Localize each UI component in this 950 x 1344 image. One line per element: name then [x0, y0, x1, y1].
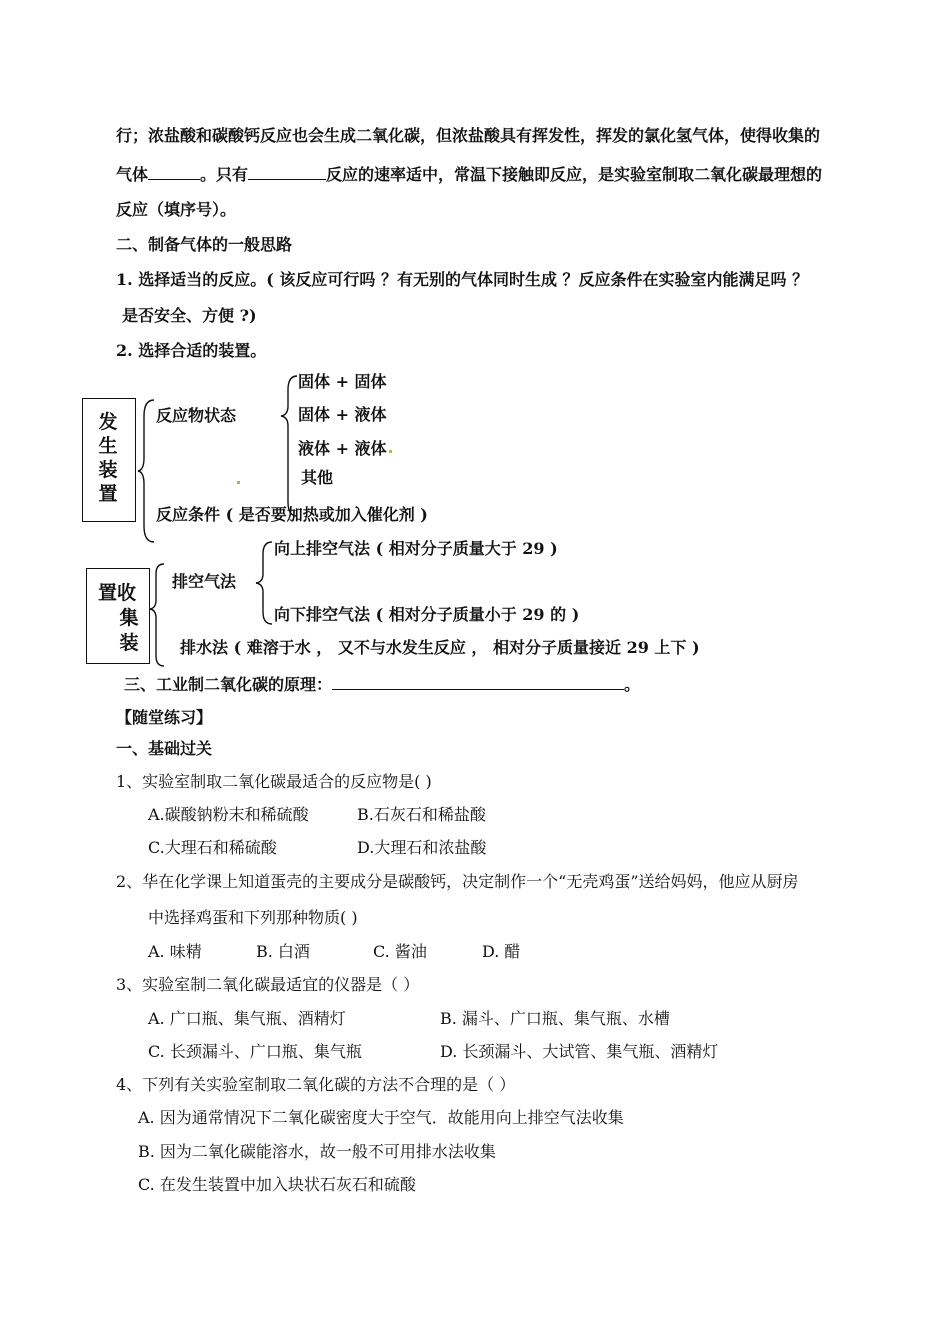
state-solid-solid: 固体 + 固体	[298, 372, 387, 391]
speck-mark	[237, 481, 240, 484]
question-3-option-c[interactable]: C. 长颈漏斗、广口瓶、集气瓶	[148, 1042, 362, 1061]
question-2-option-a[interactable]: A. 味精	[148, 942, 202, 961]
air-method-brace	[254, 538, 276, 628]
question-2-option-c[interactable]: C. 酱油	[373, 942, 427, 961]
question-2-stem-cont: 中选择鸡蛋和下列那种物质( )	[148, 908, 358, 927]
water-displacement-method: 排水法 ( 难溶于水 ， 又不与水发生反应 ， 相对分子质量接近 29 上下 )	[180, 638, 700, 657]
section-3-end: 。	[624, 675, 641, 694]
question-4-option-b[interactable]: B. 因为二氧化碳能溶水，故一般不可用排水法收集	[138, 1142, 496, 1161]
generation-label-3: 装	[98, 459, 118, 481]
intro-line-2-b: 。只有	[200, 165, 249, 184]
question-1-option-a[interactable]: A.碳酸钠粉末和稀硫酸	[148, 805, 309, 824]
section-3-label: 三、工业制二氧化碳的原理：	[124, 675, 333, 694]
generation-label-4: 置	[98, 483, 118, 505]
air-displacement-label: 排空气法	[172, 572, 237, 591]
generation-label-1: 发	[98, 411, 118, 433]
collection-label-2: 集	[119, 607, 139, 629]
question-4-option-a[interactable]: A. 因为通常情况下二氧化碳密度大于空气．故能用向上排空气法收集	[138, 1108, 624, 1127]
question-1-option-d[interactable]: D.大理石和浓盐酸	[357, 838, 487, 857]
generation-brace	[136, 396, 158, 546]
reactant-state-label: 反应物状态	[156, 406, 237, 425]
question-2-option-d[interactable]: D. 醋	[482, 942, 521, 961]
question-1-stem: 1、实验室制取二氧化碳最适合的反应物是( )	[116, 772, 432, 791]
state-other: 其他	[301, 468, 334, 487]
question-3-option-a[interactable]: A. 广口瓶、集气瓶、酒精灯	[148, 1009, 346, 1028]
section-2-item-2: 2. 选择合适的装置。	[116, 341, 267, 360]
state-liquid-liquid: 液体 + 液体	[298, 439, 387, 458]
intro-line-1: 行；浓盐酸和碳酸钙反应也会生成二氧化碳，但浓盐酸具有挥发性，挥发的氯化氢气体，使得收集的	[116, 126, 821, 145]
answer-blank-1[interactable]	[148, 163, 200, 180]
question-3-option-d[interactable]: D. 长颈漏斗、大试管、集气瓶、酒精灯	[440, 1042, 719, 1061]
question-4-stem: 4、下列有关实验室制取二氧化碳的方法不合理的是（ ）	[116, 1075, 516, 1094]
section-3-heading	[124, 673, 640, 695]
state-solid-liquid: 固体 + 液体	[298, 405, 387, 424]
question-1-option-b[interactable]: B.石灰石和稀盐酸	[357, 805, 486, 824]
section-2-item-1-cont: 是否安全、方便 ?)	[122, 306, 257, 325]
reaction-condition-label: 反应条件 ( 是否要加热或加入催化剂 )	[156, 505, 428, 524]
speck-mark	[389, 450, 392, 453]
collection-brace	[148, 560, 168, 672]
intro-line-2-a: 气体	[116, 165, 149, 184]
question-2-option-b[interactable]: B. 白酒	[256, 942, 310, 961]
question-3-stem: 3、实验室制二氧化碳最适宜的仪器是（ ）	[116, 975, 420, 994]
question-4-option-c[interactable]: C. 在发生装置中加入块状石灰石和硫酸	[138, 1175, 416, 1194]
intro-line-2-c: 反应的速率适中，常温下接触即反应，是实验室制取二氧化碳最理想的	[326, 165, 823, 184]
question-3-option-b[interactable]: B. 漏斗、广口瓶、集气瓶、水槽	[440, 1009, 670, 1028]
answer-blank-2[interactable]	[248, 163, 326, 180]
intro-line-2	[116, 163, 822, 185]
downward-air-method: 向下排空气法 ( 相对分子质量小于 29 的 )	[274, 605, 580, 624]
industrial-principle-blank[interactable]	[332, 673, 624, 690]
collection-label-1: 置收	[97, 582, 136, 604]
collection-label-3: 装	[119, 632, 139, 654]
practice-subtitle: 一、基础过关	[116, 739, 213, 758]
question-1-option-c[interactable]: C.大理石和稀硫酸	[148, 838, 277, 857]
generation-label-2: 生	[98, 435, 118, 457]
section-2-heading: 二、制备气体的一般思路	[116, 235, 293, 254]
intro-line-3: 反应（填序号）。	[116, 200, 237, 219]
section-2-item-1: 1. 选择适当的反应。( 该反应可行吗 ？有无别的气体同时生成 ？反应条件在实验室内能满足吗 ？	[116, 270, 809, 289]
question-2-stem: 2、华在化学课上知道蛋壳的主要成分是碳酸钙，决定制作一个“无壳鸡蛋”送给妈妈，他应从厨房	[116, 872, 799, 891]
upward-air-method: 向上排空气法 ( 相对分子质量大于 29 )	[274, 539, 558, 558]
practice-title: 【随堂练习】	[116, 708, 213, 727]
